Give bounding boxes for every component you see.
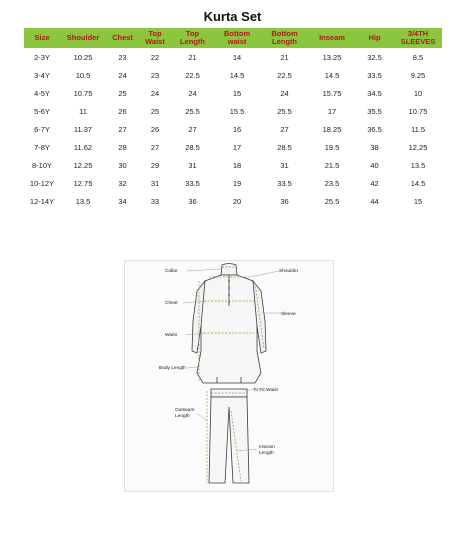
table-cell: 33 [150, 196, 160, 206]
table-cell: 12.25 [408, 142, 428, 152]
table-cell: 28.5 [277, 142, 292, 152]
table-cell: 15.5 [229, 106, 245, 116]
table-cell: 15 [232, 88, 242, 98]
table-cell: 27 [150, 142, 160, 152]
table-cell: 8.5 [412, 52, 424, 62]
table-header-row [24, 28, 442, 48]
table-cell: 40 [370, 160, 379, 170]
table-cell: 30 [118, 160, 127, 170]
table-cell: 11.37 [73, 124, 93, 134]
table-cell: 10.75 [73, 88, 93, 98]
table-cell: 5-6Y [34, 106, 50, 116]
table-row [24, 66, 442, 84]
label-shoulder: Shoulder [279, 269, 299, 274]
label-chest: Chest [165, 301, 178, 306]
table-cell: 15 [413, 196, 423, 206]
table-cell: 10 [413, 88, 423, 98]
table-cell: 15.75 [322, 88, 342, 98]
table-cell: 26 [150, 124, 160, 134]
table-cell: 21 [188, 52, 197, 62]
table-cell: 18 [232, 160, 242, 170]
column-header [106, 28, 139, 48]
table-cell: 20 [232, 196, 242, 206]
table-cell: 36 [188, 196, 197, 206]
table-cell: 33.5 [185, 178, 200, 188]
table-cell: 11 [79, 106, 87, 116]
table-cell: 32 [118, 178, 127, 188]
column-header [139, 28, 171, 48]
table-cell: 36 [280, 196, 289, 206]
table-cell: 11.5 [410, 124, 426, 134]
table-cell: 23.5 [324, 178, 340, 188]
table-cell: 38 [370, 142, 379, 152]
table-cell: 11.62 [73, 142, 93, 152]
table-cell: 10.25 [73, 52, 93, 62]
table-cell: 21 [280, 52, 289, 62]
table-cell: 16 [232, 124, 242, 134]
table-cell: 12-14Y [29, 196, 55, 206]
table-row [24, 48, 442, 66]
column-header-line: Hip [368, 33, 381, 42]
table-cell: 19.5 [324, 142, 340, 152]
table-cell: 8-10Y [31, 160, 52, 170]
table-cell: 31 [188, 160, 197, 170]
table-cell: 17 [232, 142, 242, 152]
column-header [60, 28, 106, 48]
table-cell: 24 [118, 70, 127, 80]
table-cell: 24 [150, 88, 160, 98]
table-cell: 7-8Y [34, 142, 50, 152]
kurta-measurement-diagram [124, 260, 334, 492]
label-body-length: Body Length [159, 366, 186, 371]
table-cell: 22.5 [277, 70, 292, 80]
table-cell: 14 [232, 52, 242, 62]
table-cell: 24 [188, 88, 197, 98]
table-cell: 34 [118, 196, 127, 206]
table-cell: 19 [232, 178, 242, 188]
table-row [24, 174, 442, 192]
table-cell: 27 [118, 124, 127, 134]
table-cell: 10.5 [75, 70, 91, 80]
column-header [309, 28, 355, 48]
table-cell: 3-4Y [34, 70, 50, 80]
column-header-line: Top [185, 29, 200, 38]
label-waist: Waist [165, 333, 177, 338]
column-header-line: Length [272, 37, 297, 46]
table-cell: 31 [150, 178, 160, 188]
column-header-line: Waist [145, 37, 165, 46]
column-header-line: Top [148, 29, 162, 38]
table-row [24, 138, 442, 156]
column-header-line: 3/4TH [407, 29, 429, 38]
column-header-line: Shoulder [66, 33, 100, 42]
table-cell: 24 [280, 88, 289, 98]
table-cell: 22.5 [185, 70, 200, 80]
table-cell: 14.5 [324, 70, 340, 80]
column-header-line: SLEEVES [400, 37, 436, 46]
table-row [24, 156, 442, 174]
column-header [24, 28, 60, 48]
table-cell: 12.75 [73, 178, 93, 188]
column-header-line: Bottom [271, 29, 298, 38]
column-header [355, 28, 394, 48]
table-cell: 22 [150, 52, 160, 62]
table-cell: 14.5 [410, 178, 426, 188]
table-cell: 32.5 [367, 52, 382, 62]
table-cell: 28.5 [185, 142, 200, 152]
table-cell: 9.25 [410, 70, 426, 80]
table-cell: 28 [118, 142, 127, 152]
column-header-line: Inseam [319, 33, 345, 42]
table-cell: 36.5 [367, 124, 382, 134]
column-header-line: Bottom [223, 29, 251, 38]
table-cell: 13.25 [322, 52, 342, 62]
label-outseam-length: Length [175, 414, 190, 419]
table-cell: 25.5 [185, 106, 200, 116]
table-row [24, 120, 442, 138]
label-inseam-length: Length [259, 451, 274, 456]
table-row [24, 84, 442, 102]
label-outseam: Outseam [175, 408, 195, 413]
table-cell: 33.5 [367, 70, 382, 80]
table-cell: 35.5 [367, 106, 382, 116]
table-cell: 25.5 [324, 196, 340, 206]
column-header-line: waist [227, 37, 247, 46]
table-cell: 10.75 [408, 106, 428, 116]
label-sleeve: Sleeve [281, 312, 296, 317]
column-header [171, 28, 214, 48]
table-cell: 2-3Y [34, 52, 50, 62]
table-cell: 29 [150, 160, 160, 170]
table-cell: 12.25 [73, 160, 93, 170]
table-cell: 42 [370, 178, 379, 188]
table-cell: 27 [280, 124, 289, 134]
table-row [24, 102, 442, 120]
table-cell: 27 [188, 124, 197, 134]
table-cell: 23 [150, 70, 160, 80]
size-chart-table [24, 28, 442, 210]
table-cell: 18.25 [322, 124, 342, 134]
table-cell: 4-5Y [34, 88, 50, 98]
column-header [214, 28, 260, 48]
column-header [260, 28, 309, 48]
label-inseam: Inseam [259, 445, 275, 450]
pants-illustration [209, 389, 249, 483]
table-cell: 31 [280, 160, 289, 170]
page-title: Kurta Set [203, 9, 262, 24]
label-to-fit-waist: To Fit Waist [253, 388, 278, 393]
table-cell: 26 [118, 106, 127, 116]
table-cell: 21.5 [324, 160, 340, 170]
table-cell: 10-12Y [29, 178, 55, 188]
table-cell: 13.5 [75, 196, 91, 206]
table-cell: 14.5 [229, 70, 245, 80]
table-cell: 23 [118, 52, 127, 62]
table-cell: 6-7Y [34, 124, 50, 134]
table-cell: 25 [150, 106, 160, 116]
table-cell: 25 [118, 88, 127, 98]
column-header-line: Size [34, 33, 50, 42]
table-row [24, 192, 442, 210]
table-cell: 34.5 [367, 88, 382, 98]
table-cell: 44 [370, 196, 379, 206]
label-collar: Collar [165, 269, 178, 274]
table-cell: 25.5 [277, 106, 292, 116]
table-cell: 17 [327, 106, 337, 116]
column-header-line: Length [180, 37, 205, 46]
table-cell: 13.5 [410, 160, 426, 170]
column-header [394, 28, 442, 48]
column-header-line: Chest [112, 33, 133, 42]
table-cell: 33.5 [277, 178, 292, 188]
